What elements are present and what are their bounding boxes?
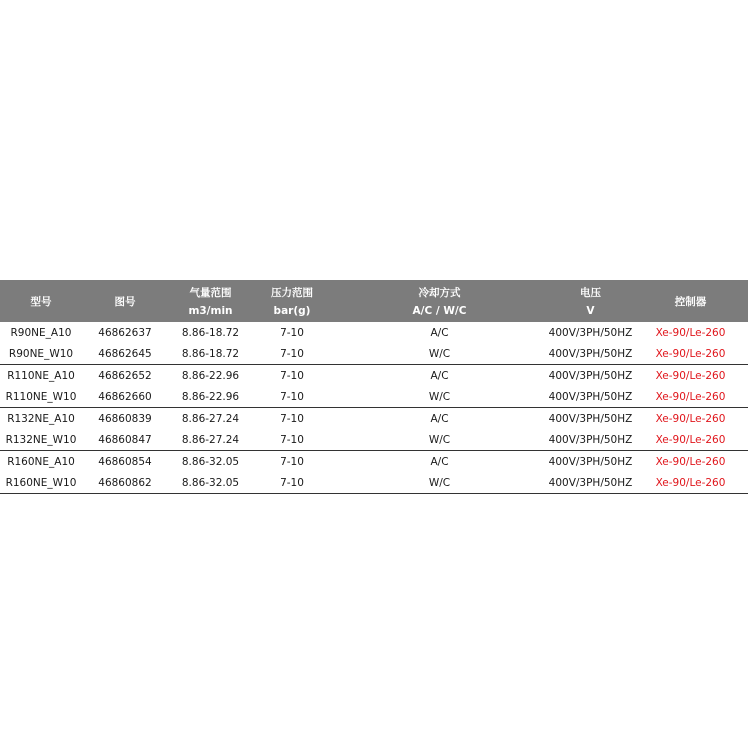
flow-cell: 8.86-32.05 [181, 455, 240, 468]
flow-cell: 8.86-18.72 [181, 326, 240, 339]
header-part-number [82, 280, 168, 322]
model-cell: R90NE_W10 [8, 347, 74, 360]
voltage-cell: 400V/3PH/50HZ [548, 476, 633, 489]
header-controller-label: 控制器 [674, 295, 707, 308]
part-number-cell: 46862637 [98, 326, 152, 339]
header-cooling-unit: A/C / W/C [412, 304, 467, 317]
flow-cell: 8.86-18.72 [181, 347, 240, 360]
cooling-cell: W/C [428, 433, 451, 446]
table-header [0, 280, 748, 322]
part-number-cell: 46860854 [98, 455, 152, 468]
spec-table [0, 280, 748, 494]
model-cell: R160NE_W10 [5, 476, 77, 489]
controller-cell: Xe-90/Le-260 [655, 390, 726, 403]
header-pressure-range-label: 压力范围 [271, 287, 313, 300]
header-voltage-unit: V [586, 304, 595, 317]
voltage-cell: 400V/3PH/50HZ [548, 326, 633, 339]
header-flow-range [168, 280, 253, 322]
table-row [0, 365, 748, 386]
pressure-cell: 7-10 [280, 476, 304, 489]
cooling-cell: A/C [430, 369, 449, 382]
pressure-cell: 7-10 [280, 326, 304, 339]
pressure-cell: 7-10 [280, 369, 304, 382]
header-pressure-range-unit: bar(g) [273, 304, 311, 317]
model-cell: R132NE_A10 [7, 412, 75, 425]
flow-cell: 8.86-27.24 [181, 433, 240, 446]
pressure-cell: 7-10 [280, 412, 304, 425]
table-row [0, 322, 748, 343]
model-cell: R160NE_A10 [7, 455, 75, 468]
controller-cell: Xe-90/Le-260 [655, 476, 726, 489]
part-number-cell: 46862660 [98, 390, 152, 403]
header-flow-range-unit: m3/min [188, 304, 233, 317]
model-cell: R132NE_W10 [5, 433, 77, 446]
part-number-cell: 46860862 [98, 476, 152, 489]
table-row [0, 451, 748, 472]
cooling-cell: W/C [428, 347, 451, 360]
cooling-cell: W/C [428, 390, 451, 403]
controller-cell: Xe-90/Le-260 [655, 433, 726, 446]
pressure-cell: 7-10 [280, 433, 304, 446]
part-number-cell: 46860847 [98, 433, 152, 446]
voltage-cell: 400V/3PH/50HZ [548, 390, 633, 403]
part-number-cell: 46862645 [98, 347, 152, 360]
header-controller [633, 280, 748, 322]
header-model-label: 型号 [30, 295, 52, 308]
header-voltage-label: 电压 [580, 287, 601, 300]
table-row [0, 408, 748, 429]
flow-cell: 8.86-27.24 [181, 412, 240, 425]
header-part-number-label: 图号 [114, 295, 136, 308]
header-model [0, 280, 82, 322]
header-cooling [331, 280, 548, 322]
model-cell: R110NE_W10 [5, 390, 77, 403]
table-row [0, 343, 748, 365]
pressure-cell: 7-10 [280, 390, 304, 403]
header-pressure-range [253, 280, 331, 322]
controller-cell: Xe-90/Le-260 [655, 347, 726, 360]
header-cooling-label: 冷却方式 [418, 287, 461, 300]
model-cell: R90NE_A10 [10, 326, 72, 339]
flow-cell: 8.86-32.05 [181, 476, 240, 489]
pressure-cell: 7-10 [280, 455, 304, 468]
flow-cell: 8.86-22.96 [181, 369, 240, 382]
cooling-cell: A/C [430, 326, 449, 339]
controller-cell: Xe-90/Le-260 [655, 369, 726, 382]
cooling-cell: A/C [430, 412, 449, 425]
flow-cell: 8.86-22.96 [181, 390, 240, 403]
voltage-cell: 400V/3PH/50HZ [548, 412, 633, 425]
cooling-cell: W/C [428, 476, 451, 489]
header-voltage [548, 280, 633, 322]
controller-cell: Xe-90/Le-260 [655, 412, 726, 425]
part-number-cell: 46860839 [98, 412, 152, 425]
controller-cell: Xe-90/Le-260 [655, 326, 726, 339]
table-row [0, 429, 748, 451]
controller-cell: Xe-90/Le-260 [655, 455, 726, 468]
part-number-cell: 46862652 [98, 369, 152, 382]
header-flow-range-label: 气量范围 [189, 287, 232, 300]
voltage-cell: 400V/3PH/50HZ [548, 347, 633, 360]
table-row [0, 472, 748, 494]
pressure-cell: 7-10 [280, 347, 304, 360]
voltage-cell: 400V/3PH/50HZ [548, 369, 633, 382]
model-cell: R110NE_A10 [7, 369, 75, 382]
cooling-cell: A/C [430, 455, 449, 468]
voltage-cell: 400V/3PH/50HZ [548, 455, 633, 468]
voltage-cell: 400V/3PH/50HZ [548, 433, 633, 446]
table-row [0, 386, 748, 408]
